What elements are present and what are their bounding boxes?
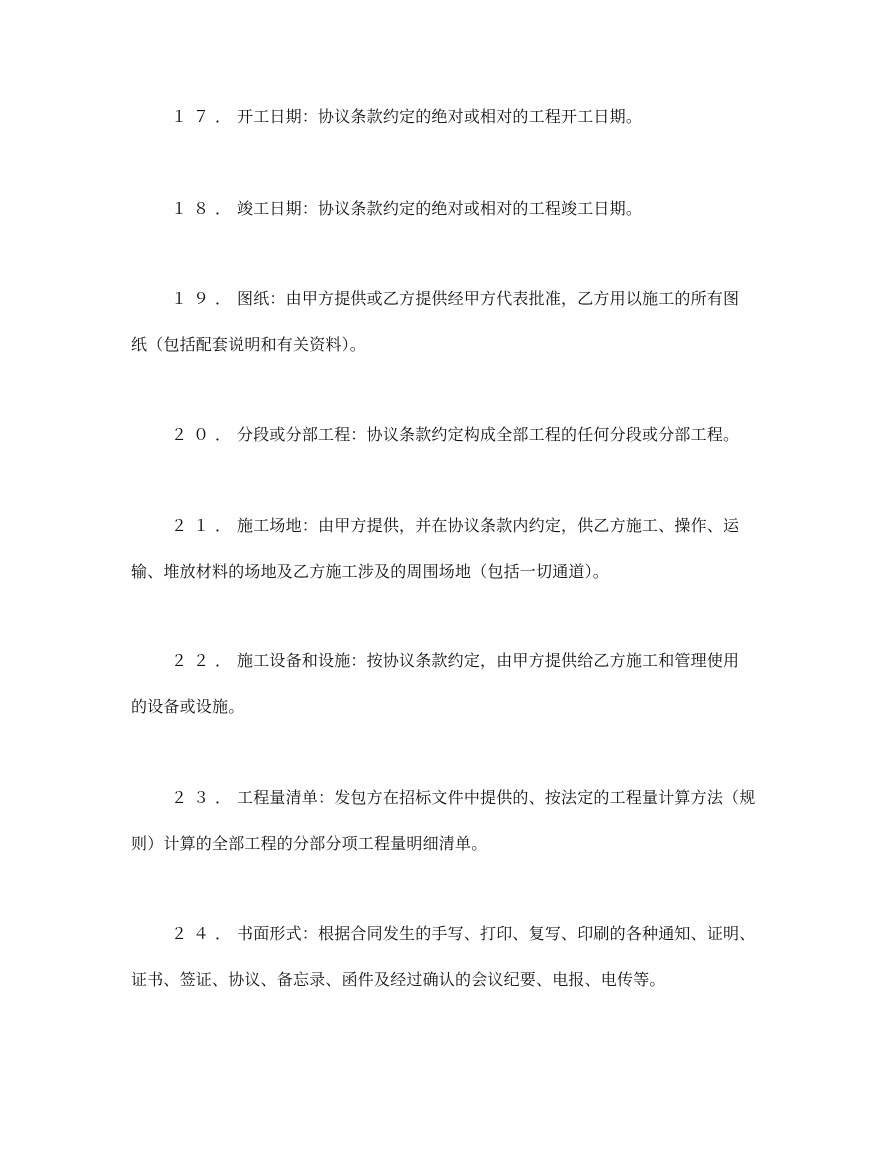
clause-21 bbox=[131, 503, 781, 595]
clause-line: 输、堆放材料的场地及乙方施工涉及的周围场地（包括一切通道）。 bbox=[131, 562, 610, 581]
clause-number: ２２． bbox=[171, 651, 238, 670]
clause-text: 竣工日期：协议条款约定的绝对或相对的工程竣工日期。 bbox=[237, 199, 643, 218]
clause-line bbox=[131, 94, 781, 140]
clause-text: 工程量清单：发包方在招标文件中提供的、按法定的工程量计算方法（规 bbox=[237, 788, 756, 807]
clause-line bbox=[131, 911, 781, 957]
clause-line: 证书、签证、协议、备忘录、函件及经过确认的会议纪要、电报、电传等。 bbox=[131, 970, 666, 989]
clause-18 bbox=[131, 186, 781, 232]
clause-line bbox=[131, 775, 781, 821]
clause-19 bbox=[131, 276, 781, 368]
clause-23 bbox=[131, 775, 781, 867]
clause-line bbox=[131, 503, 781, 549]
clause-line bbox=[131, 412, 781, 458]
clause-24 bbox=[131, 911, 781, 1003]
clause-number: １９． bbox=[171, 289, 238, 308]
clause-text: 施工场地：由甲方提供，并在协议条款内约定，供乙方施工、操作、运 bbox=[237, 516, 740, 535]
clause-number: ２３． bbox=[171, 788, 238, 807]
clause-text: 书面形式：根据合同发生的手写、打印、复写、印刷的各种通知、证明、 bbox=[237, 924, 756, 943]
clause-number: ２１． bbox=[171, 516, 238, 535]
clause-22 bbox=[131, 638, 781, 730]
clause-text: 图纸：由甲方提供或乙方提供经甲方代表批准，乙方用以施工的所有图 bbox=[237, 289, 740, 308]
clause-line bbox=[131, 638, 781, 684]
clause-text: 开工日期：协议条款约定的绝对或相对的工程开工日期。 bbox=[237, 107, 643, 126]
clause-line: 纸（包括配套说明和有关资料）。 bbox=[131, 335, 367, 354]
clause-text: 分段或分部工程：协议条款约定构成全部工程的任何分段或分部工程。 bbox=[237, 425, 740, 444]
clause-number: ２４． bbox=[171, 924, 238, 943]
clause-number: １７． bbox=[171, 107, 238, 126]
clause-number: ２０． bbox=[171, 425, 238, 444]
clause-17 bbox=[131, 94, 781, 140]
clause-text: 施工设备和设施：按协议条款约定，由甲方提供给乙方施工和管理使用 bbox=[237, 651, 740, 670]
clause-line bbox=[131, 186, 781, 232]
clause-20 bbox=[131, 412, 781, 458]
clause-line: 的设备或设施。 bbox=[131, 697, 245, 716]
clause-line: 则）计算的全部工程的分部分项工程量明细清单。 bbox=[131, 834, 488, 853]
clause-line bbox=[131, 276, 781, 322]
clause-number: １８． bbox=[171, 199, 238, 218]
